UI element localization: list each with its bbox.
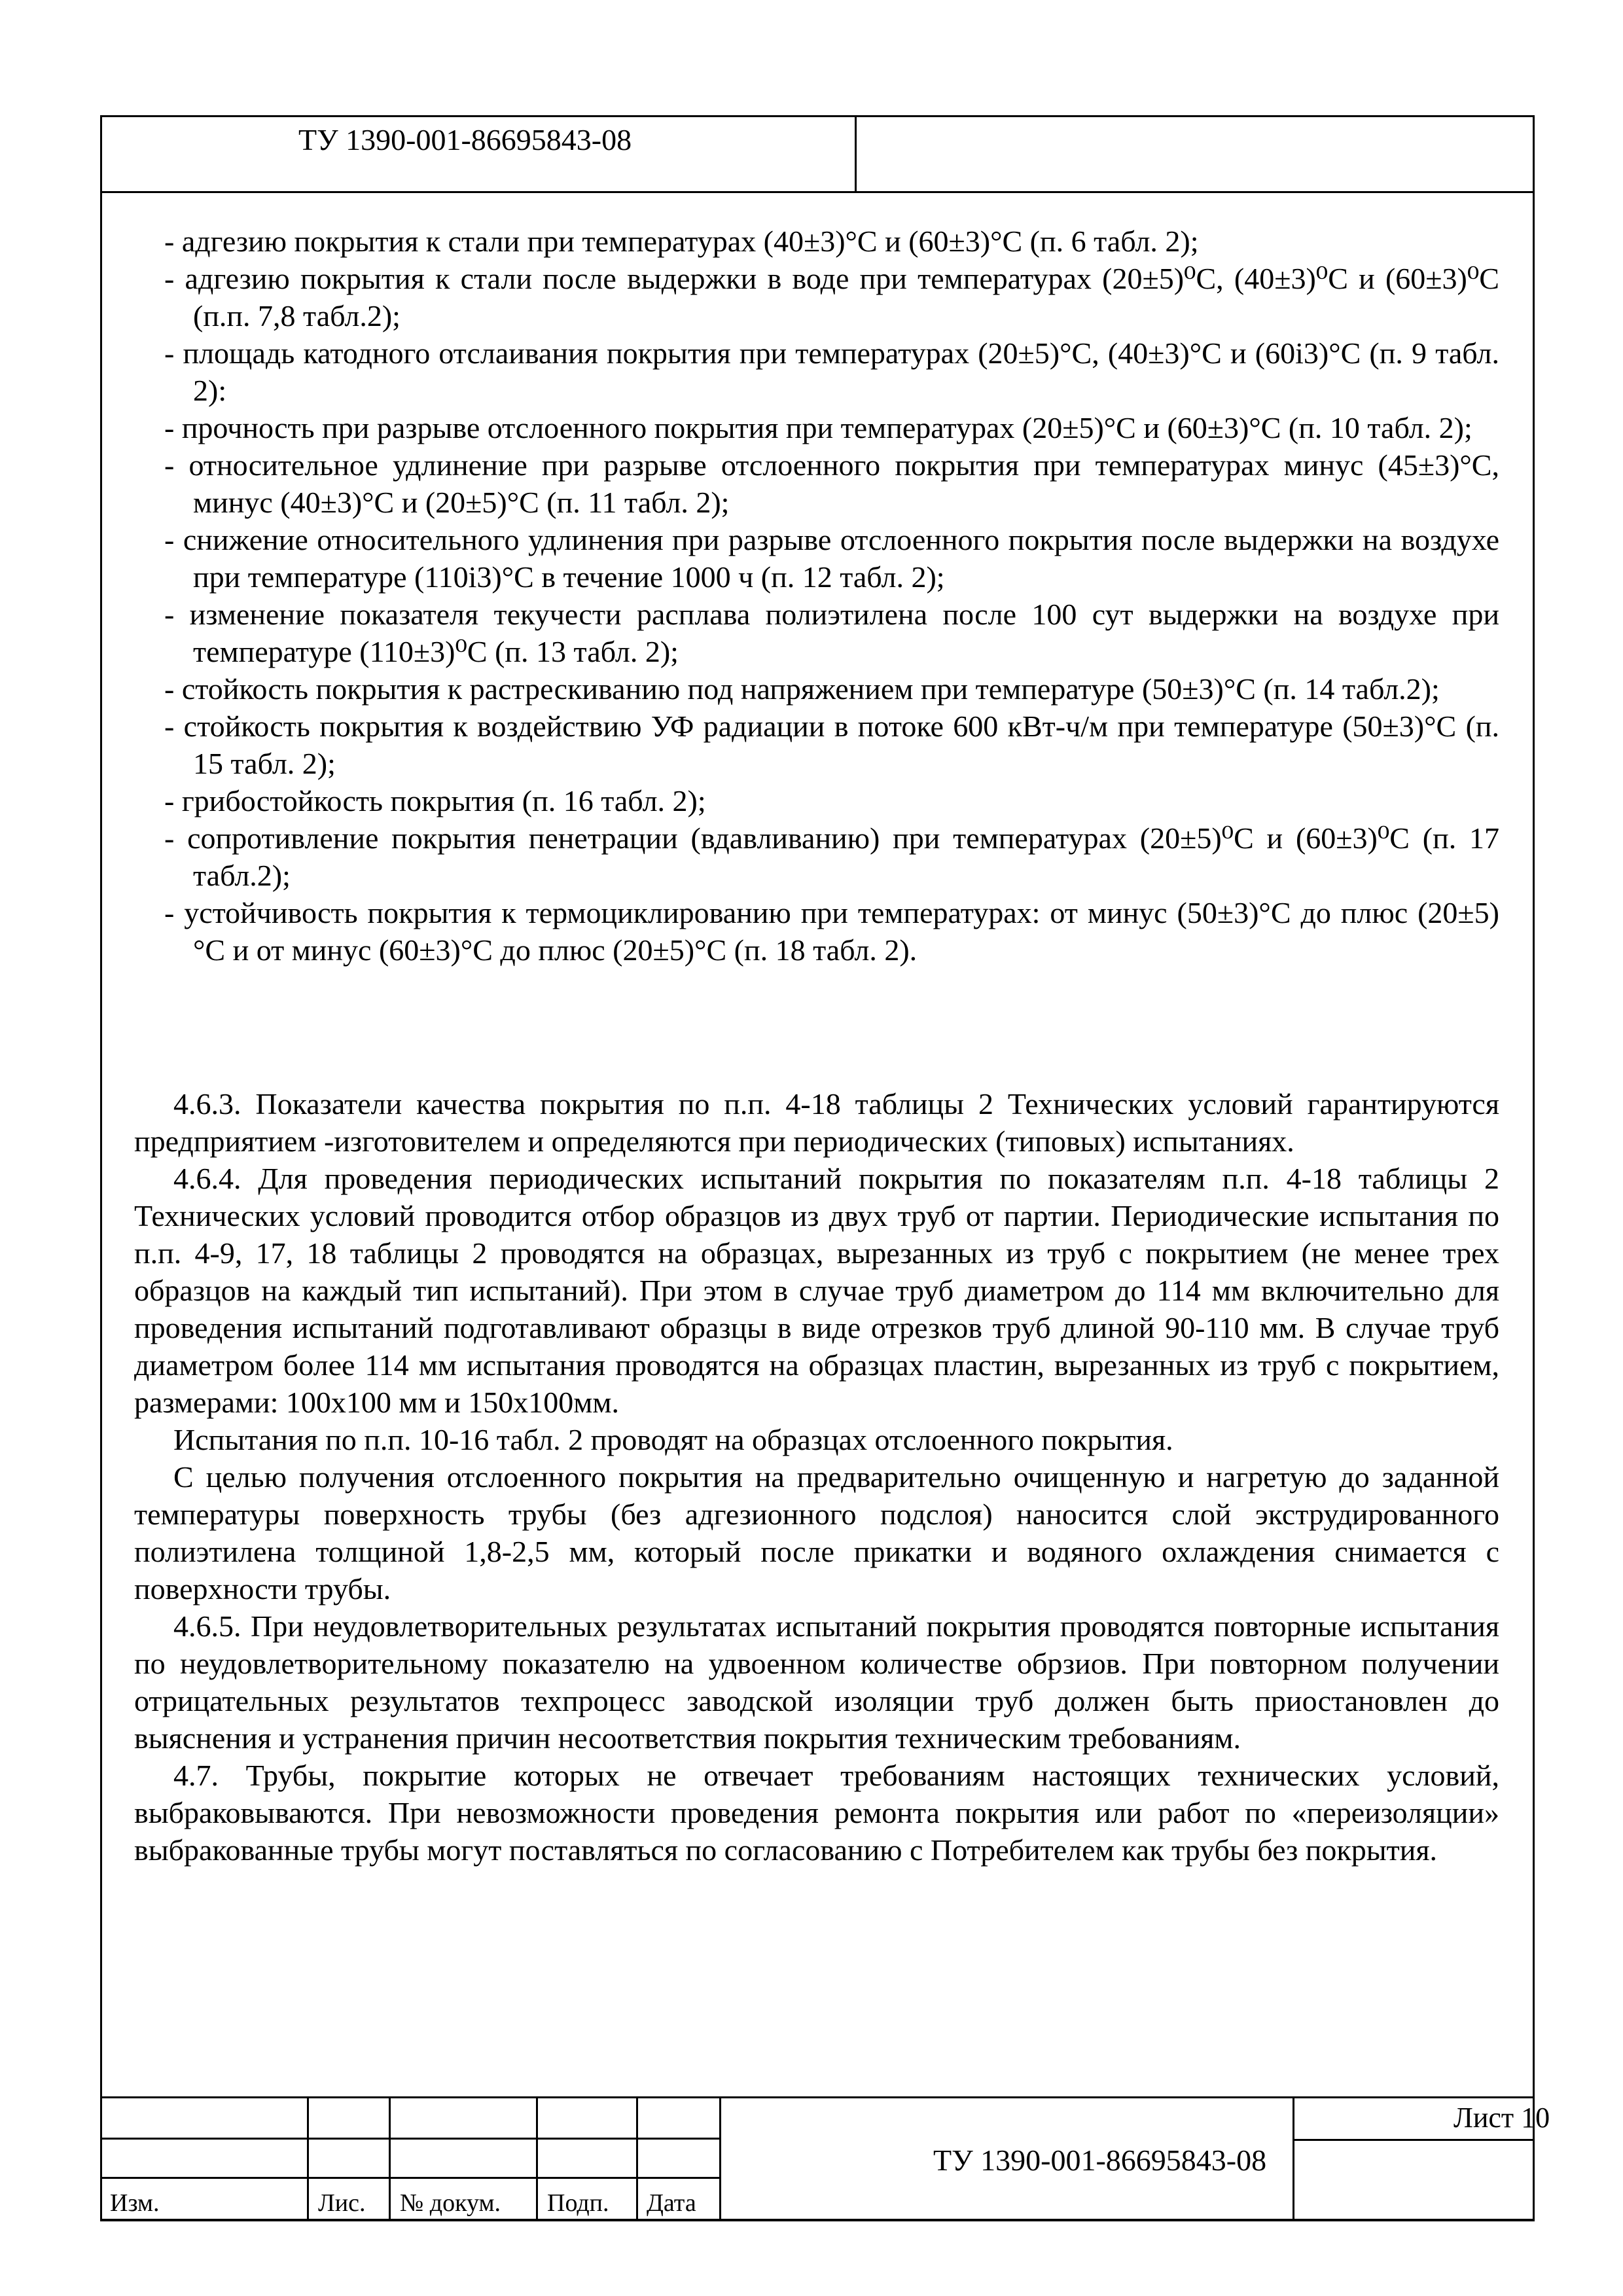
stamp-row-line xyxy=(102,2138,719,2140)
list-item: - устойчивость покрытия к термоциклированию при температурах: от минус (50±3)°С до плюс (20±5)°С и от минус (60±3)°С до плюс (20±5)°С (п. 18 табл. 2). xyxy=(164,896,1499,967)
list-item: - грибостойкость покрытия (п. 16 табл. 2); xyxy=(164,784,706,817)
list-item: - относительное удлинение при разрыве отслоенного покрытия при температурах минус (45±3)°С, минус (40±3)°С и (20±5)°С (п. 11 табл. 2); xyxy=(164,448,1499,519)
list-item: - адгезию покрытия к стали при температурах (40±3)°С и (60±3)°С (п. 6 табл. 2); xyxy=(164,224,1199,258)
requirements-list xyxy=(134,223,1499,969)
stamp-doc-code: ТУ 1390-001-86695843-08 xyxy=(933,2144,1267,2177)
stamp-col-line xyxy=(307,2098,309,2219)
stamp-col-doc: № докум. xyxy=(400,2189,501,2217)
list-item: - изменение показателя текучести расплава полиэтилена после 100 сут выдержки на воздухе при температуре (110±3)⁰С (п. 13 табл. 2); xyxy=(164,598,1499,668)
stamp-col-list: Лис. xyxy=(318,2189,366,2217)
stamp-row-line xyxy=(102,2177,719,2179)
stamp-col-line xyxy=(1293,2098,1294,2219)
stamp-col-date: Дата xyxy=(647,2189,696,2217)
paragraph-4-6-4: 4.6.4. Для проведения периодических испытаний покрытия по показателям п.п. 4-18 таблицы 2 Технических условий проводится отбор образцов из двух труб от партии. Периодические испытания по п.п. 4-9, 17, 18 таблицы 2 проводятся на образцах, вырезанных из труб с покрытием (не менее трех образцов на каждый тип испытаний). При этом в случае труб диаметром до 114 мм включительно для проведения испытаний подготавливают образцы в виде отрезков труб длиной 90-110 мм. В случае труб диаметром более 114 мм испытания проводятся на образцах пластин, вырезанных из труб с покрытием, размерами: 100х100 мм и 150х100мм. xyxy=(134,1162,1499,1419)
stamp-col-line xyxy=(719,2098,721,2219)
paragraph-4-6-5: 4.6.5. При неудовлетворительных результатах испытаний покрытия проводятся повторные испытания по неудовлетворительному показателю на удвоенном количестве обрзиов. При повторном получении отрицательных результатов техпроцесс заводской изоляции труб должен быть приостановлен до выяснения и устранения причин несоответствия покрытия техническим требованиям. xyxy=(134,1609,1499,1755)
stamp-col-line xyxy=(536,2098,538,2219)
list-item: - адгезию покрытия к стали после выдержки в воде при температурах (20±5)⁰С, (40±3)⁰С и (60±3)⁰С (п.п. 7,8 табл.2); xyxy=(164,262,1499,332)
stamp-sheet-line xyxy=(1293,2139,1533,2141)
stamp-sheet-number: Лист 10 xyxy=(1454,2102,1550,2134)
list-item: - площадь катодного отслаивания покрытия при температурах (20±5)°С, (40±3)°С и (60і3)°С (п. 9 табл. 2): xyxy=(164,336,1499,407)
list-item: - стойкость покрытия к растрескиванию под напряжением при температуре (50±3)°С (п. 14 табл.2); xyxy=(164,672,1440,706)
list-item: - сопротивление покрытия пенетрации (вдавливанию) при температурах (20±5)⁰С и (60±3)⁰С (п. 17 табл.2); xyxy=(164,821,1499,892)
list-item: - снижение относительного удлинения при разрыве отслоенного покрытия после выдержки на воздухе при температуре (110і3)°С в течение 1000 ч (п. 12 табл. 2); xyxy=(164,523,1499,594)
header-box xyxy=(100,115,1535,193)
paragraph-4-6-3: 4.6.3. Показатели качества покрытия по п.п. 4-18 таблицы 2 Технических условий гарантируются предприятием -изготовителем и определяются при периодических (типовых) испытаниях. xyxy=(134,1087,1499,1158)
stamp-col-line xyxy=(389,2098,391,2219)
stamp-col-line xyxy=(636,2098,638,2219)
title-block xyxy=(100,2096,1550,2221)
paragraph-4-7: 4.7. Трубы, покрытие которых не отвечает требованиям настоящих технических условий, выбраковываются. При невозможности проведения ремонта покрытия или работ по «переизоляции» выбракованные трубы могут поставляться по согласованию с Потребителем как трубы без покрытия. xyxy=(134,1759,1499,1867)
stamp-col-sign: Подп. xyxy=(547,2189,609,2217)
paragraph-peeled-coating: С целью получения отслоенного покрытия на предварительно очищенную и нагретую до заданной температуры поверхность трубы (без адгезионного подслоя) наносится слой экструдированного полиэтилена толщиной 1,8-2,5 мм, который после прикатки и водяного охлаждения снимается с поверхности трубы. xyxy=(134,1460,1499,1605)
header-divider xyxy=(855,117,857,191)
body-text xyxy=(134,1085,1499,1869)
paragraph-tests-10-16: Испытания по п.п. 10-16 табл. 2 проводят на образцах отслоенного покрытия. xyxy=(173,1423,1173,1456)
stamp-col-izm: Изм. xyxy=(110,2189,160,2217)
list-item: - стойкость покрытия к воздействию УФ радиации в потоке 600 кВт-ч/м при температуре (50±3)°С (п. 15 табл. 2); xyxy=(164,709,1499,780)
list-item: - прочность при разрыве отслоенного покрытия при температурах (20±5)°С и (60±3)°С (п. 10 табл. 2); xyxy=(164,411,1472,444)
header-doc-code: ТУ 1390-001-86695843-08 xyxy=(298,123,632,156)
